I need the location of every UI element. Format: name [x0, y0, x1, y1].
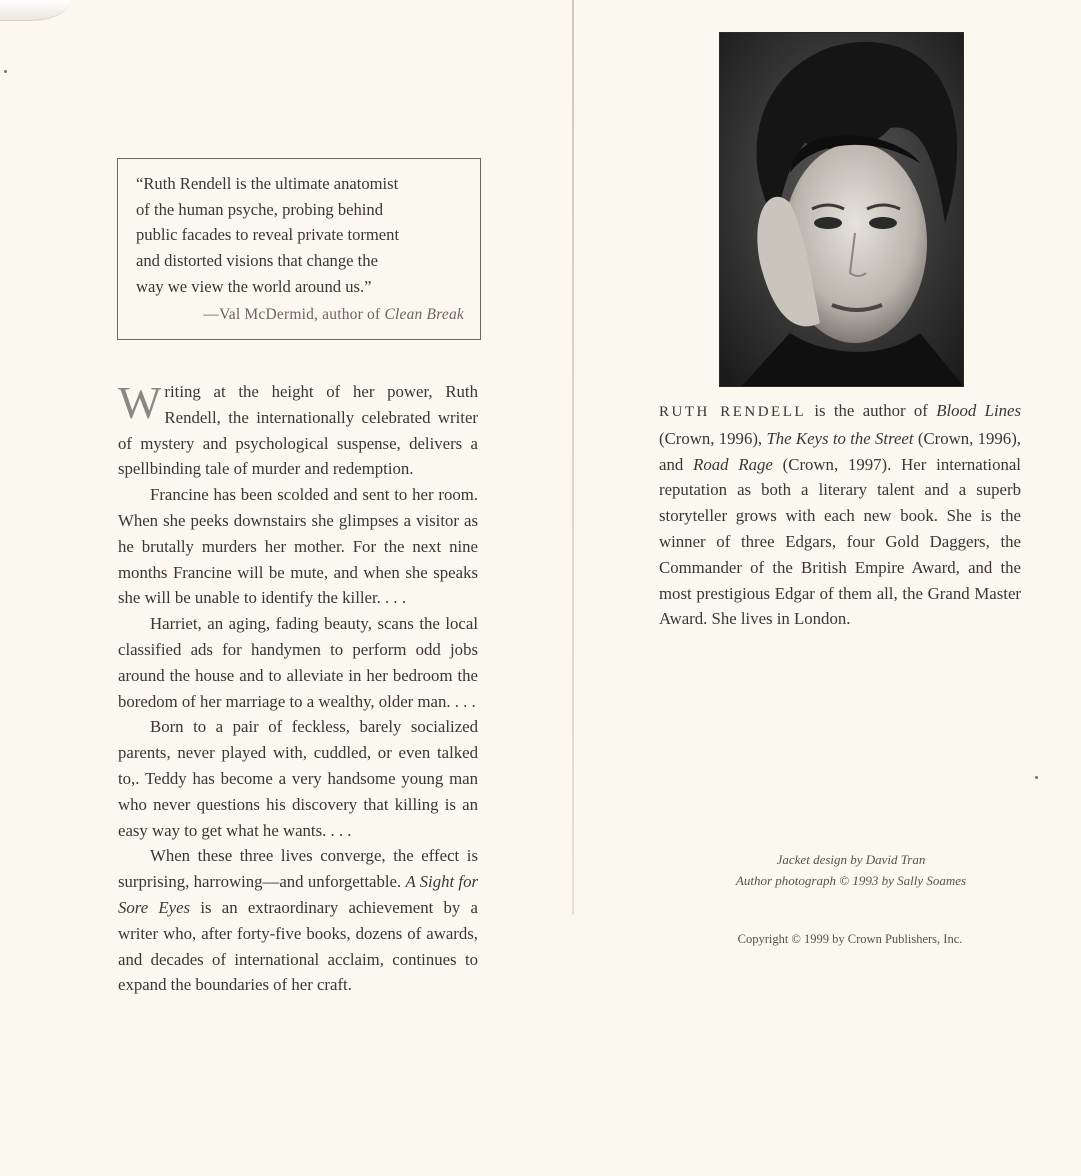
- photo-credit: Author photograph © 1993 by Sally Soames: [735, 873, 967, 888]
- description-paragraph: Harriet, an aging, fading beauty, scans the local classified ads for handymen to perform odd jobs around the house and to alleviate in her bedroom the boredom of her marriage to a wealthy, older man. . . .: [118, 614, 478, 711]
- paper-speck: [4, 70, 7, 73]
- author-name: RUTH RENDELL: [659, 404, 807, 420]
- drop-cap: W: [118, 377, 162, 428]
- jacket-credits: [660, 849, 1042, 891]
- bio-text: (Crown, 1997). Her international reputation as both a literary talent and a superb storyteller grows with each new book. She is the winner of three Edgars, four Gold Daggers, the Commander of the British Empire Award, and the most prestigious Edgar of them all, the Grand Master Award. She lives in London.: [659, 454, 1021, 629]
- description-paragraph: [118, 843, 478, 998]
- quote-line: “Ruth Rendell is the ultimate anatomist: [136, 174, 399, 193]
- author-bio: [659, 398, 1021, 632]
- jacket-design-credit: Jacket design by David Tran: [776, 852, 926, 867]
- paragraph-text: is an extraordinary achievement by a writer who, after forty-five books, dozens of awards, and decades of international acclaim, continues to expand the boundaries of her craft.: [118, 897, 478, 995]
- quote-line: way we view the world around us.”: [136, 276, 372, 296]
- quote-line: of the human psyche, probing behind: [136, 199, 384, 219]
- flap-fold-line: [572, 0, 574, 915]
- jacket-corner-edge: [0, 0, 70, 21]
- bio-text: (Crown, 1996), and: [659, 428, 1021, 474]
- copyright-notice: Copyright © 1999 by Crown Publishers, Inc.: [737, 932, 963, 946]
- book-title: The Keys to the Street: [766, 428, 914, 448]
- book-title: Blood Lines: [936, 401, 1021, 420]
- flap-description: [118, 379, 478, 998]
- blurb-quote-box: [117, 158, 481, 340]
- description-paragraph: Francine has been scolded and sent to her room. When she peeks downstairs she glimpses a visitor as he brutally murders her mother. For the next nine months Francine will be mute, and when she speaks she will be unable to identify the killer. . . .: [118, 485, 478, 608]
- bio-text: (Crown, 1996),: [659, 428, 763, 448]
- quote-attribution-title: Clean Break: [384, 305, 464, 323]
- description-paragraph: [118, 379, 478, 482]
- quote-line: and distorted visions that change the: [136, 251, 378, 271]
- book-title: Road Rage: [693, 454, 773, 474]
- author-photo: [719, 32, 964, 387]
- paragraph-text: When these three lives converge, the effect is surprising, harrowing—and unforgettable.: [118, 846, 478, 892]
- description-paragraph: Born to a pair of feckless, barely socialized parents, never played with, cuddled, or even talked to,. Teddy has become a very handsome young man who never questions his discovery that killing is an easy way to get what he wants. . . .: [118, 717, 478, 840]
- book-title: A Sight for Sore Eyes: [118, 872, 479, 917]
- quote-attribution: [136, 302, 464, 328]
- quote-line: public facades to reveal private torment: [136, 225, 400, 245]
- author-portrait-image: [720, 33, 964, 387]
- quote-attribution-text: —Val McDermid, author of: [203, 305, 381, 323]
- paragraph-text: riting at the height of her power, Ruth Rendell, the internationally celebrated writer of mystery and psychological suspense, delivers a spellbinding tale of murder and redemption.: [118, 382, 478, 479]
- paper-speck: [1035, 776, 1038, 779]
- bio-text: is the author of: [814, 401, 928, 420]
